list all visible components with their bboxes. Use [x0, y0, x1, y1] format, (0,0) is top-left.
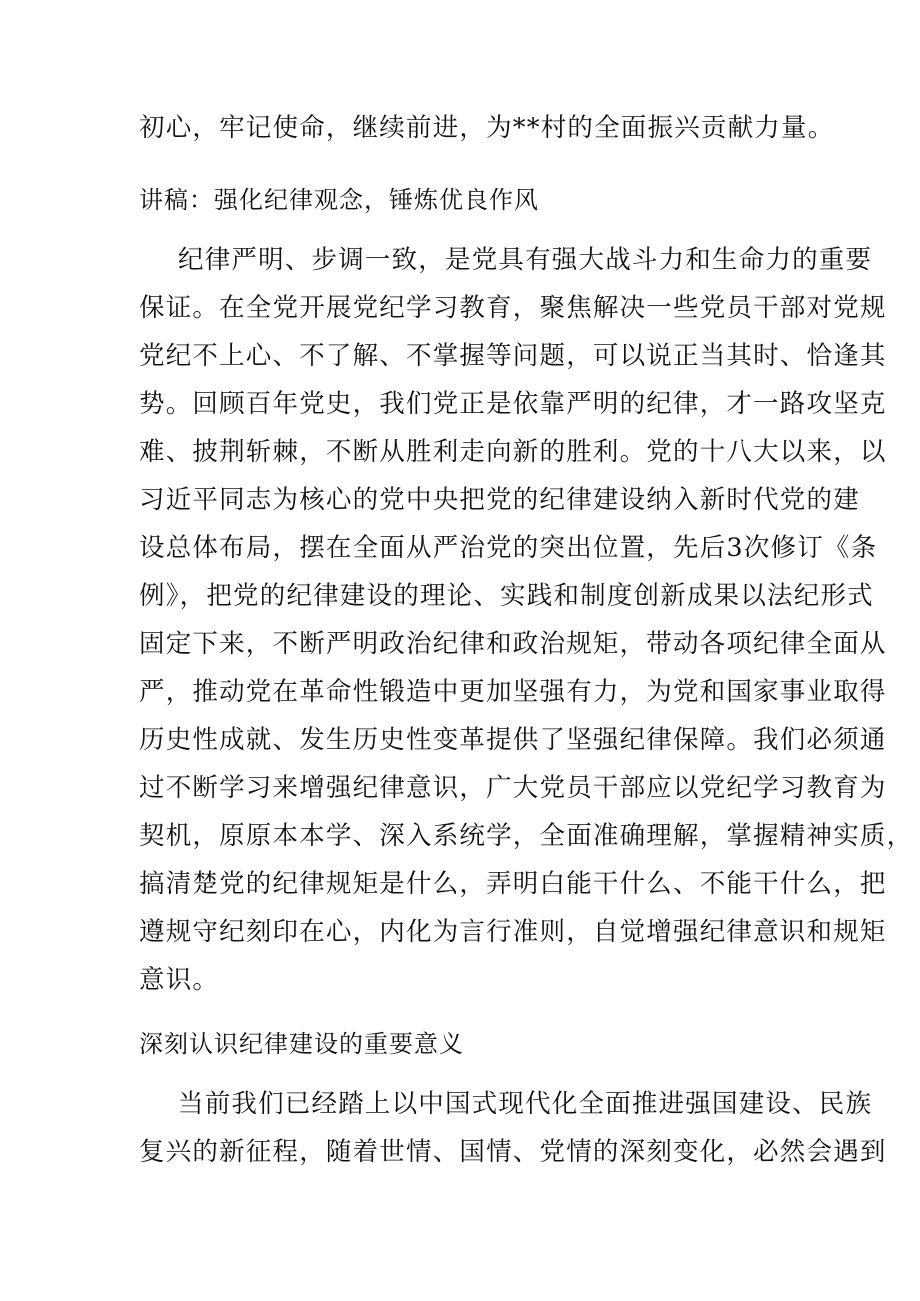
text-line: 设总体布局，摆在全面从严治党的突出位置，先后3次修订《条: [139, 533, 878, 563]
text-line: 复兴的新征程，随着世情、国情、党情的深刻变化，必然会遇到: [139, 1137, 887, 1167]
text-line: 保证。在全党开展党纪学习教育，聚焦解决一些党员干部对党规: [139, 293, 887, 323]
text-line: 严，推动党在革命性锻造中更加坚强有力，为党和国家事业取得: [139, 677, 887, 707]
text-line: 搞清楚党的纪律规矩是什么，弄明白能干什么、不能干什么，把: [139, 869, 887, 899]
section-heading: 讲稿：强化纪律观念，锤炼优良作风: [139, 186, 539, 214]
text-line: 遵规守纪刻印在心，内化为言行准则，自觉增强纪律意识和规矩: [139, 917, 887, 947]
section-heading: 深刻认识纪律建设的重要意义: [139, 1030, 464, 1058]
text-line: 契机，原原本本学、深入系统学，全面准确理解，掌握精神实质，: [139, 821, 914, 851]
text-line: 习近平同志为核心的党中央把党的纪律建设纳入新时代党的建: [139, 485, 860, 515]
paragraph-first-line: 纪律严明、步调一致，是党具有强大战斗力和生命力的重要: [178, 245, 873, 275]
paragraph-first-line: 当前我们已经踏上以中国式现代化全面推进强国建设、民族: [178, 1089, 873, 1119]
text-line: 历史性成就、发生历史性变革提供了坚强纪律保障。我们必须通: [139, 725, 887, 755]
text-line: 意识。: [139, 965, 220, 995]
text-line: 例》，把党的纪律建设的理论、实践和制度创新成果以法纪形式: [139, 581, 874, 611]
text-line: 党纪不上心、不了解、不掌握等问题，可以说正当其时、恰逢其: [139, 341, 887, 371]
text-line: 难、披荆斩棘，不断从胜利走向新的胜利。党的十八大以来，以: [139, 437, 887, 467]
text-line: 初心，牢记使命，继续前进，为**村的全面振兴贡献力量。: [139, 113, 835, 143]
text-line: 势。回顾百年党史，我们党正是依靠严明的纪律，才一路攻坚克: [139, 389, 887, 419]
text-line: 过不断学习来增强纪律意识，广大党员干部应以党纪学习教育为: [139, 773, 887, 803]
text-line: 固定下来，不断严明政治纪律和政治规矩，带动各项纪律全面从: [139, 629, 887, 659]
